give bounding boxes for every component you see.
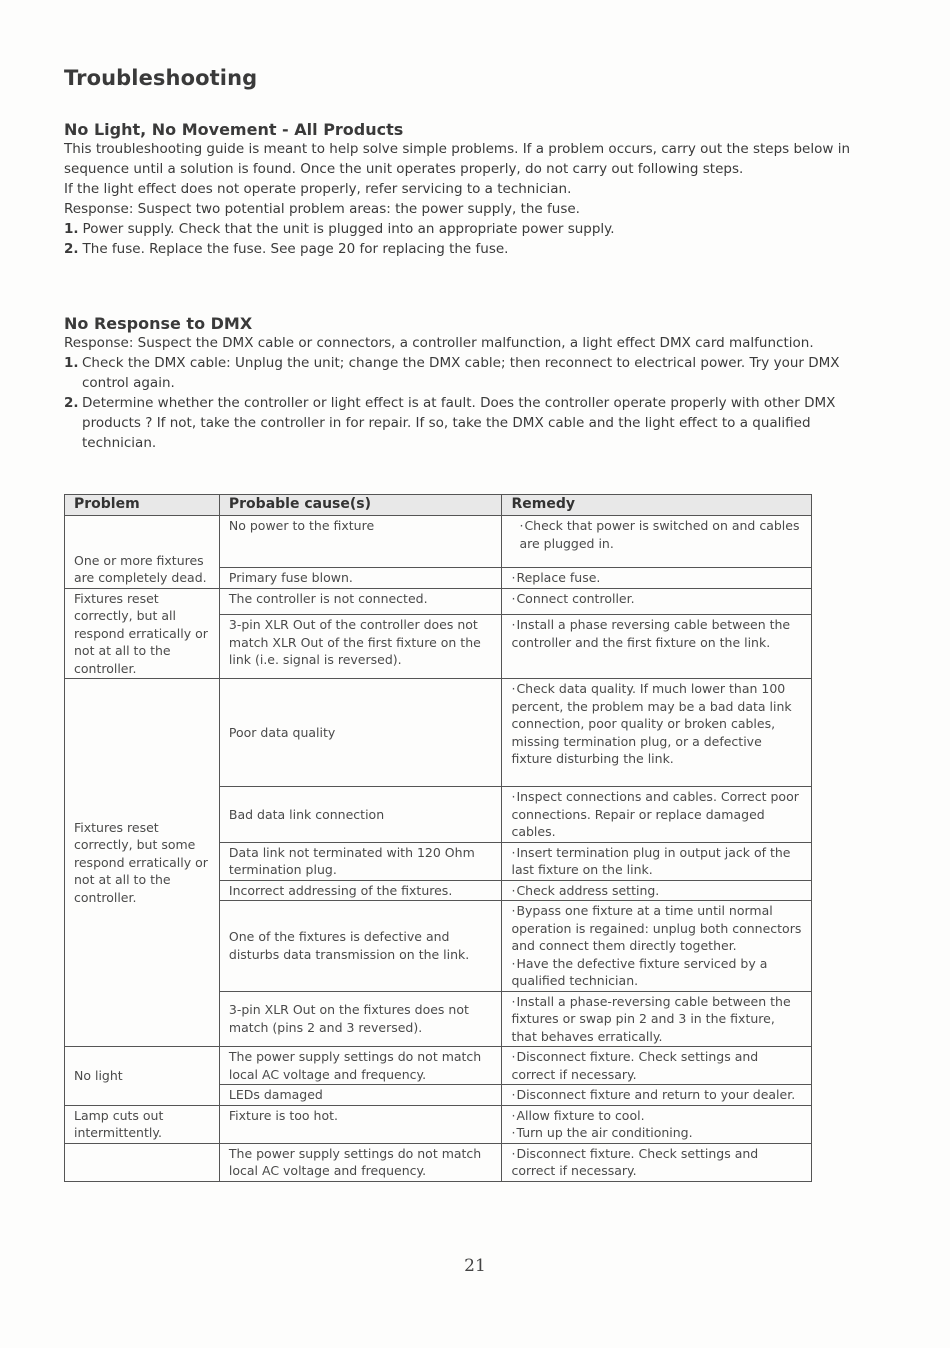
table-row	[65, 1047, 812, 1085]
remedy-text: · Insert termination plug in output jack of the last fixture on the link.	[511, 844, 802, 879]
header-cause: Probable cause(s)	[219, 495, 502, 516]
remedy-cell	[502, 588, 812, 615]
problem-cell: Lamp cuts out intermittently.	[65, 1105, 220, 1143]
section-no-dmx	[64, 314, 876, 453]
remedy-text: · Disconnect fixture. Check settings and correct if necessary.	[511, 1145, 802, 1180]
remedy-text: · Bypass one fixture at a time until normal operation is regained: unplug both connectors and connect them directly together.	[511, 902, 802, 955]
step-number: 2.	[64, 395, 79, 411]
remedy-cell	[502, 1085, 812, 1106]
cause-cell: Poor data quality	[219, 679, 502, 787]
table-row	[65, 588, 812, 615]
cause-cell: One of the fixtures is defective and disturbs data transmission on the link.	[219, 901, 502, 992]
remedy-text: · Connect controller.	[511, 590, 802, 608]
remedy-text: · Install a phase reversing cable between the controller and the first fixture on the link.	[511, 616, 802, 651]
step-item	[64, 239, 876, 259]
table-row	[65, 679, 812, 787]
step-text: The fuse. Replace the fuse. See page 20 for replacing the fuse.	[82, 241, 509, 257]
page-content	[64, 66, 876, 451]
troubleshooting-table	[64, 494, 812, 1182]
remedy-cell	[502, 615, 812, 679]
cause-cell: The power supply settings do not match local AC voltage and frequency.	[219, 1047, 502, 1085]
step-number: 1.	[64, 221, 79, 237]
step-text: Determine whether the controller or light effect is at fault. Does the controller operate properly with other DMX products ? If not, take the controller in for repair. If so, take the DMX cable and the light effect to a qualified technician.	[82, 395, 836, 451]
remedy-text: · Allow fixture to cool.	[511, 1107, 802, 1125]
problem-cell: Fixtures reset correctly, but all respond erratically or not at all to the controller.	[65, 588, 220, 679]
remedy-cell	[502, 1047, 812, 1085]
step-text: Power supply. Check that the unit is plugged into an appropriate power supply.	[82, 221, 615, 237]
cause-cell: 3-pin XLR Out of the controller does not match XLR Out of the first fixture on the link (i.e. signal is reversed).	[219, 615, 502, 679]
cause-cell: Data link not terminated with 120 Ohm termination plug.	[219, 842, 502, 880]
remedy-text: · Disconnect fixture and return to your dealer.	[511, 1086, 802, 1104]
remedy-text: · Disconnect fixture. Check settings and correct if necessary.	[511, 1048, 802, 1083]
step-item	[64, 393, 876, 453]
table-row	[65, 516, 812, 568]
remedy-cell	[502, 901, 812, 992]
section-no-light	[64, 120, 876, 259]
remedy-text: · Turn up the air conditioning.	[511, 1124, 802, 1142]
step-text: Check the DMX cable: Unplug the unit; change the DMX cable; then reconnect to electrical power. Try your DMX control again.	[82, 355, 840, 391]
section-heading: No Light, No Movement - All Products	[64, 120, 404, 139]
step-item	[64, 353, 876, 393]
table-header-row	[65, 495, 812, 516]
section-heading: No Response to DMX	[64, 314, 253, 333]
cause-cell: Fixture is too hot.	[219, 1105, 502, 1143]
remedy-text: · Have the defective fixture serviced by a qualified technician.	[511, 955, 802, 990]
cause-cell: Bad data link connection	[219, 787, 502, 843]
remedy-text: · Replace fuse.	[511, 569, 802, 587]
header-remedy: Remedy	[502, 495, 812, 516]
problem-cell: Fixtures reset correctly, but some respond erratically or not at all to the controller.	[65, 679, 220, 1047]
remedy-text: · Inspect connections and cables. Correct poor connections. Repair or replace damaged cables.	[511, 788, 802, 841]
paragraph-note: If the light effect does not operate properly, refer servicing to a technician.	[64, 181, 572, 197]
remedy-cell	[502, 842, 812, 880]
step-item	[64, 219, 876, 239]
remedy-text: · Check that power is switched on and cables are plugged in.	[511, 517, 802, 552]
remedy-cell	[502, 1143, 812, 1181]
remedy-cell	[502, 991, 812, 1047]
problem-cell: One or more fixtures are completely dead.	[65, 516, 220, 589]
paragraph-response: Response: Suspect two potential problem areas: the power supply, the fuse.	[64, 201, 580, 217]
remedy-cell	[502, 787, 812, 843]
page-number: 21	[464, 1256, 486, 1276]
paragraph-response: Response: Suspect the DMX cable or connectors, a controller malfunction, a light effect DMX card malfunction.	[64, 335, 814, 351]
problem-cell-empty	[65, 1143, 220, 1181]
cause-cell: 3-pin XLR Out on the fixtures does not match (pins 2 and 3 reversed).	[219, 991, 502, 1047]
paragraph-intro: This troubleshooting guide is meant to help solve simple problems. If a problem occurs, carry out the steps below in sequence until a solution is found. Once the unit operates properly, do not carry out following steps.	[64, 141, 850, 177]
problem-cell: No light	[65, 1047, 220, 1106]
cause-cell: The power supply settings do not match local AC voltage and frequency.	[219, 1143, 502, 1181]
remedy-cell	[502, 880, 812, 901]
remedy-text: · Install a phase-reversing cable between the fixtures or swap pin 2 and 3 in the fixture, that behaves erratically.	[511, 993, 802, 1046]
cause-cell: No power to the fixture	[219, 516, 502, 568]
remedy-cell	[502, 568, 812, 589]
remedy-cell	[502, 516, 812, 568]
remedy-text: · Check address setting.	[511, 882, 802, 900]
remedy-cell	[502, 679, 812, 787]
header-problem: Problem	[65, 495, 220, 516]
remedy-text: · Check data quality. If much lower than 100 percent, the problem may be a bad data link connection, poor quality or broken cables, missing termination plug, or a defective fixture disturbing the link.	[511, 680, 802, 768]
remedy-cell	[502, 1105, 812, 1143]
page-title: Troubleshooting	[64, 66, 258, 90]
cause-cell: LEDs damaged	[219, 1085, 502, 1106]
step-number: 2.	[64, 241, 79, 257]
cause-cell: Incorrect addressing of the fixtures.	[219, 880, 502, 901]
table-row	[65, 1143, 812, 1181]
cause-cell: The controller is not connected.	[219, 588, 502, 615]
table-row	[65, 1105, 812, 1143]
cause-cell: Primary fuse blown.	[219, 568, 502, 589]
step-number: 1.	[64, 355, 79, 371]
